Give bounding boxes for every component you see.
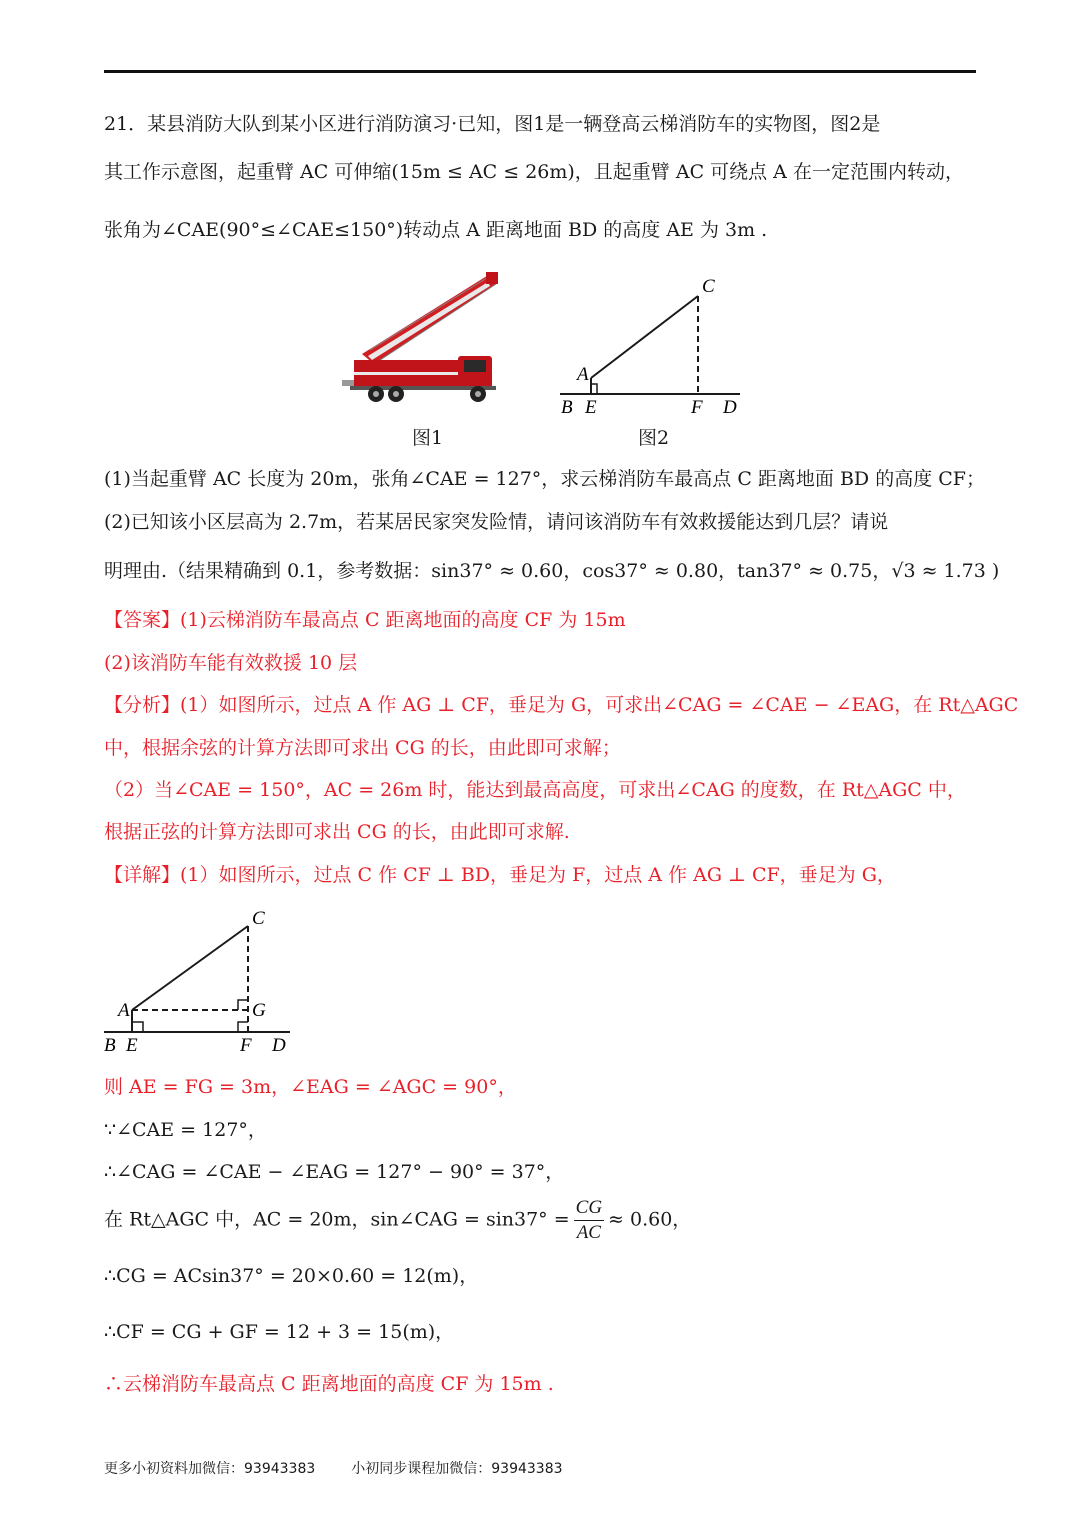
figure-2-diagram <box>555 270 755 420</box>
header-rule <box>104 70 976 73</box>
page-footer <box>104 1458 563 1478</box>
sub-question-1: (1)当起重臂 AC 长度为 20m，张角∠CAE = 127°，求云梯消防车最高点 C 距离地面 BD 的高度 CF； <box>104 468 985 490</box>
label-c: C <box>702 276 715 297</box>
detail-step-6: ∴CF = CG + GF = 12 + 3 = 15(m)， <box>104 1321 455 1343</box>
ladder-boom <box>362 272 498 364</box>
question-line-2: 其工作示意图，起重臂 AC 可伸缩(15m ≤ AC ≤ 26m)，且起重臂 AC 可绕点 A 在一定范围内转动， <box>104 161 964 183</box>
label-e: E <box>585 397 597 418</box>
label-f: F <box>240 1035 252 1056</box>
label-f: F <box>691 397 703 418</box>
sub-question-2-line-b: 明理由.（结果精确到 0.1，参考数据：sin37° ≈ 0.60，cos37° ≈ 0.80，tan37° ≈ 0.75，√3 ≈ 1.73 ) <box>104 560 1000 582</box>
analysis-part-1b: 中，根据余弦的计算方法即可求出 CG 的长，由此即可求解； <box>104 737 621 759</box>
boom-ac <box>591 296 698 378</box>
label-e: E <box>126 1035 138 1056</box>
footer-left: 更多小初资料加微信：93943383 <box>104 1461 316 1477</box>
figure-1-caption: 图1 <box>412 427 444 449</box>
label-g: G <box>252 1000 266 1021</box>
detail-line-1 <box>104 861 896 889</box>
detail-step-1: 则 AE = FG = 3m，∠EAG = ∠AGC = 90°， <box>104 1076 517 1098</box>
right-angle-mark-g <box>238 1000 248 1010</box>
boom-ac <box>132 926 248 1010</box>
label-a: A <box>118 1000 130 1021</box>
fire-truck-photo <box>340 268 500 413</box>
label-c: C <box>252 908 265 929</box>
question-line-1: 21．某县消防大队到某小区进行消防演习·已知，图1是一辆登高云梯消防车的实物图，图2是 <box>104 113 881 135</box>
right-angle-mark-e <box>132 1022 143 1032</box>
label-d: D <box>272 1035 286 1056</box>
answer-1: (1)云梯消防车最高点 C 距离地面的高度 CF 为 15m <box>180 609 626 631</box>
footer-right: 小初同步课程加微信：93943383 <box>351 1461 563 1477</box>
detail-intro: (1）如图所示，过点 C 作 CF ⊥ BD，垂足为 F，过点 A 作 AG ⊥ CF，垂足为 G， <box>180 864 896 886</box>
detail-step-2: ∵∠CAE = 127°， <box>104 1119 267 1141</box>
analysis-line-1 <box>104 691 1018 719</box>
detail-step-4-pre: 在 Rt△AGC 中，AC = 20m，sin∠CAG = sin37° = <box>104 1208 570 1231</box>
analysis-tag: 【分析】 <box>104 694 181 716</box>
detail-step-7-text: ∴云梯消防车最高点 C 距离地面的高度 CF 为 15m . <box>104 1373 554 1395</box>
detail-tag: 【详解】 <box>104 864 181 886</box>
detail-step-4 <box>104 1196 691 1245</box>
fraction-denominator: AC <box>576 1222 601 1243</box>
right-angle-mark-f <box>238 1022 248 1032</box>
analysis-part-2a: （2）当∠CAE = 150°，AC = 26m 时，能达到最高高度，可求出∠CAG 的度数，在 Rt△AGC 中， <box>104 779 966 801</box>
detail-step-4-post: ≈ 0.60， <box>608 1208 692 1231</box>
answer-2: (2)该消防车能有效救援 10 层 <box>104 652 358 674</box>
answer-tag: 【答案】 <box>104 609 181 631</box>
analysis-part-2b: 根据正弦的计算方法即可求出 CG 的长，由此即可求解. <box>104 821 570 843</box>
sub-question-2-line-a: (2)已知该小区层高为 2.7m，若某居民家突发险情，请问该消防车有效救援能达到几层？请说 <box>104 511 889 533</box>
fraction-cg-over-ac <box>574 1196 604 1245</box>
answer-line-1 <box>104 606 626 634</box>
truck-body <box>342 356 496 402</box>
fraction-numerator: CG <box>574 1196 604 1221</box>
question-line-3: 张角为∠CAE(90°≤∠CAE≤150°)转动点 A 距离地面 BD 的高度 AE 为 3m . <box>104 219 768 241</box>
detail-step-5: ∴CG = ACsin37° = 20×0.60 = 12(m)， <box>104 1265 479 1287</box>
label-a: A <box>577 364 589 385</box>
label-d: D <box>723 397 737 418</box>
label-b: B <box>561 397 573 418</box>
solution-diagram <box>96 900 306 1060</box>
detail-step-3: ∴∠CAG = ∠CAE − ∠EAG = 127° − 90° = 37°， <box>104 1161 565 1183</box>
detail-step-7 <box>104 1370 554 1398</box>
analysis-part-1a: (1）如图所示，过点 A 作 AG ⊥ CF，垂足为 G，可求出∠CAG = ∠CAE − ∠EAG，在 Rt△AGC <box>180 694 1019 716</box>
figure-2-caption: 图2 <box>638 427 670 449</box>
label-b: B <box>104 1035 116 1056</box>
